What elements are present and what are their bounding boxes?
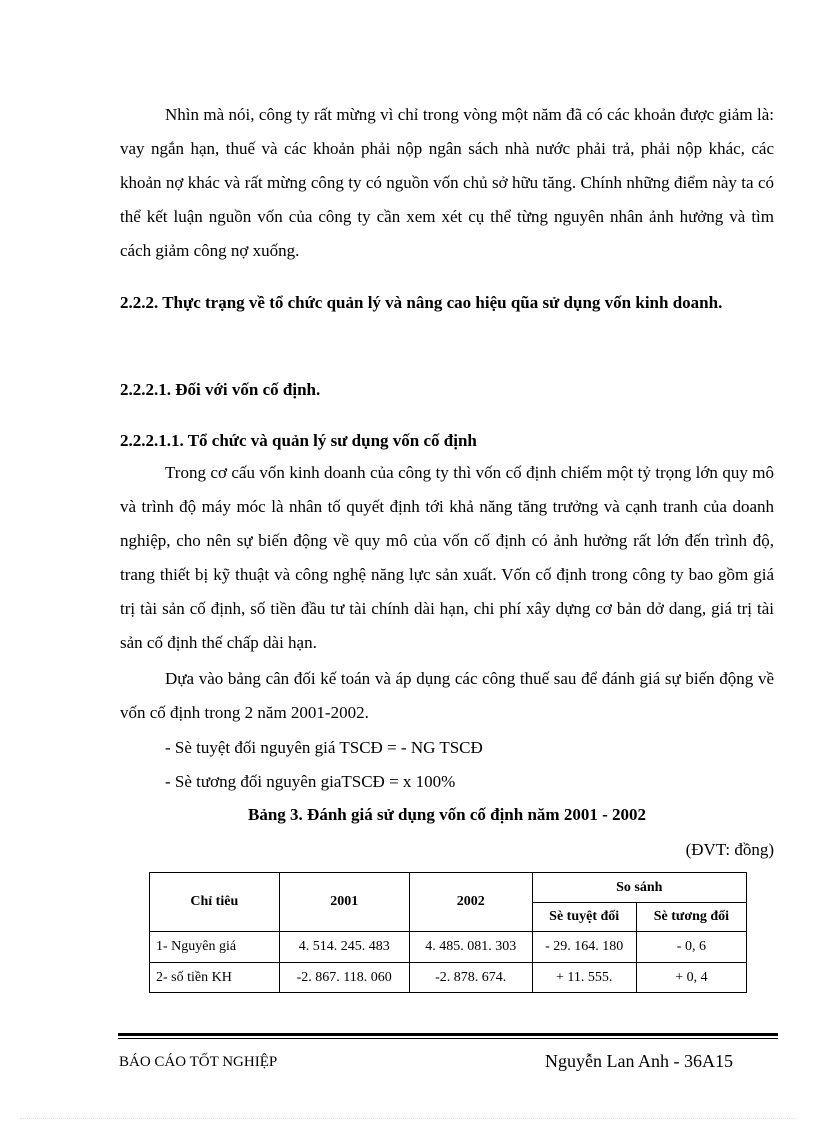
capital-table — [149, 872, 747, 993]
formula-absolute: - Sè tuyệt đối nguyên giá TSCĐ = - NG TSCĐ — [165, 738, 483, 757]
section-heading-2-2-2-1-1: 2.2.2.1.1. Tổ chức và quản lý sư dụng vốn cố định — [120, 431, 477, 450]
header-relative: Sè tương đối — [636, 903, 746, 932]
table-caption: Bảng 3. Đánh giá sử dụng vốn cố định năm 2001 - 2002 — [248, 805, 646, 824]
row-relative: - 0, 6 — [636, 932, 746, 963]
table-unit: (ĐVT: đồng) — [685, 840, 774, 859]
header-2001: 2001 — [279, 873, 409, 932]
section-heading-2-2-2-1: 2.2.2.1. Đối với vốn cố định. — [120, 380, 321, 399]
footer-rule-thick — [118, 1033, 778, 1036]
intro-paragraph: Nhìn mà nói, công ty rất mừng vì chỉ trong vòng một năm đã có các khoản được giảm là: vay ngắn hạn, thuế và các khoản phải nộp ngân sách nhà nước phải trả, phải nộp khác, các khoản nợ khác và rất mừng công ty có nguồn vốn chủ sở hữu tăng. Chính những điểm này ta có thể kết luận nguồn vốn của công ty cần xem xét cụ thể từng nguyên nhân ảnh hưởng và tìm cách giảm công nợ xuống. — [120, 105, 774, 260]
row-2001: 4. 514. 245. 483 — [279, 932, 409, 963]
body-paragraph-1: Trong cơ cấu vốn kinh doanh của công ty thì vốn cố định chiếm một tỷ trọng lớn quy mô và trình độ máy móc là nhân tố quyết định tới khả năng tăng trưởng và cạnh tranh của doanh nghiệp, cho nên sự biến động về quy mô của vốn cố định có ảnh hưởng rất lớn đến trình độ, trang thiết bị kỹ thuật và công nghệ năng lực sản xuất. Vốn cố định trong công ty bao gồm giá trị tài sản cố định, số tiền đầu tư tài chính dài hạn, chi phí xây dựng cơ bản dở dang, giá trị tài sản cố định thế chấp dài hạn. — [120, 463, 774, 652]
row-absolute: - 29. 164. 180 — [532, 932, 636, 963]
footer-rule-thin — [118, 1038, 778, 1039]
formula-relative: - Sè tương đối nguyên giaTSCĐ = x 100% — [165, 772, 456, 791]
row-2002: -2. 878. 674. — [409, 963, 532, 993]
header-indicator: Chỉ tiêu — [150, 873, 280, 932]
row-2001: -2. 867. 118. 060 — [279, 963, 409, 993]
table-row — [150, 932, 747, 963]
row-2002: 4. 485. 081. 303 — [409, 932, 532, 963]
footer-author: Nguyễn Lan Anh - 36A15 — [545, 1051, 733, 1071]
page-bottom-divider — [20, 1118, 796, 1119]
row-label: 1- Nguyên giá — [150, 932, 280, 963]
header-2002: 2002 — [409, 873, 532, 932]
section-heading-2-2-2: 2.2.2. Thực trạng về tổ chức quản lý và nâng cao hiệu qũa sử dụng vốn kinh doanh. — [120, 293, 723, 312]
header-comparison: So sánh — [532, 873, 746, 903]
footer-report-title: BÁO CÁO TỐT NGHIỆP — [119, 1054, 278, 1070]
row-absolute: + 11. 555. — [532, 963, 636, 993]
table-row — [150, 963, 747, 993]
header-absolute: Sè tuyệt đối — [532, 903, 636, 932]
row-label: 2- số tiền KH — [150, 963, 280, 993]
row-relative: + 0, 4 — [636, 963, 746, 993]
body-paragraph-2: Dựa vào bảng cân đối kế toán và áp dụng các công thuế sau để đánh giá sự biến động về vốn cố định trong 2 năm 2001-2002. — [120, 669, 774, 722]
